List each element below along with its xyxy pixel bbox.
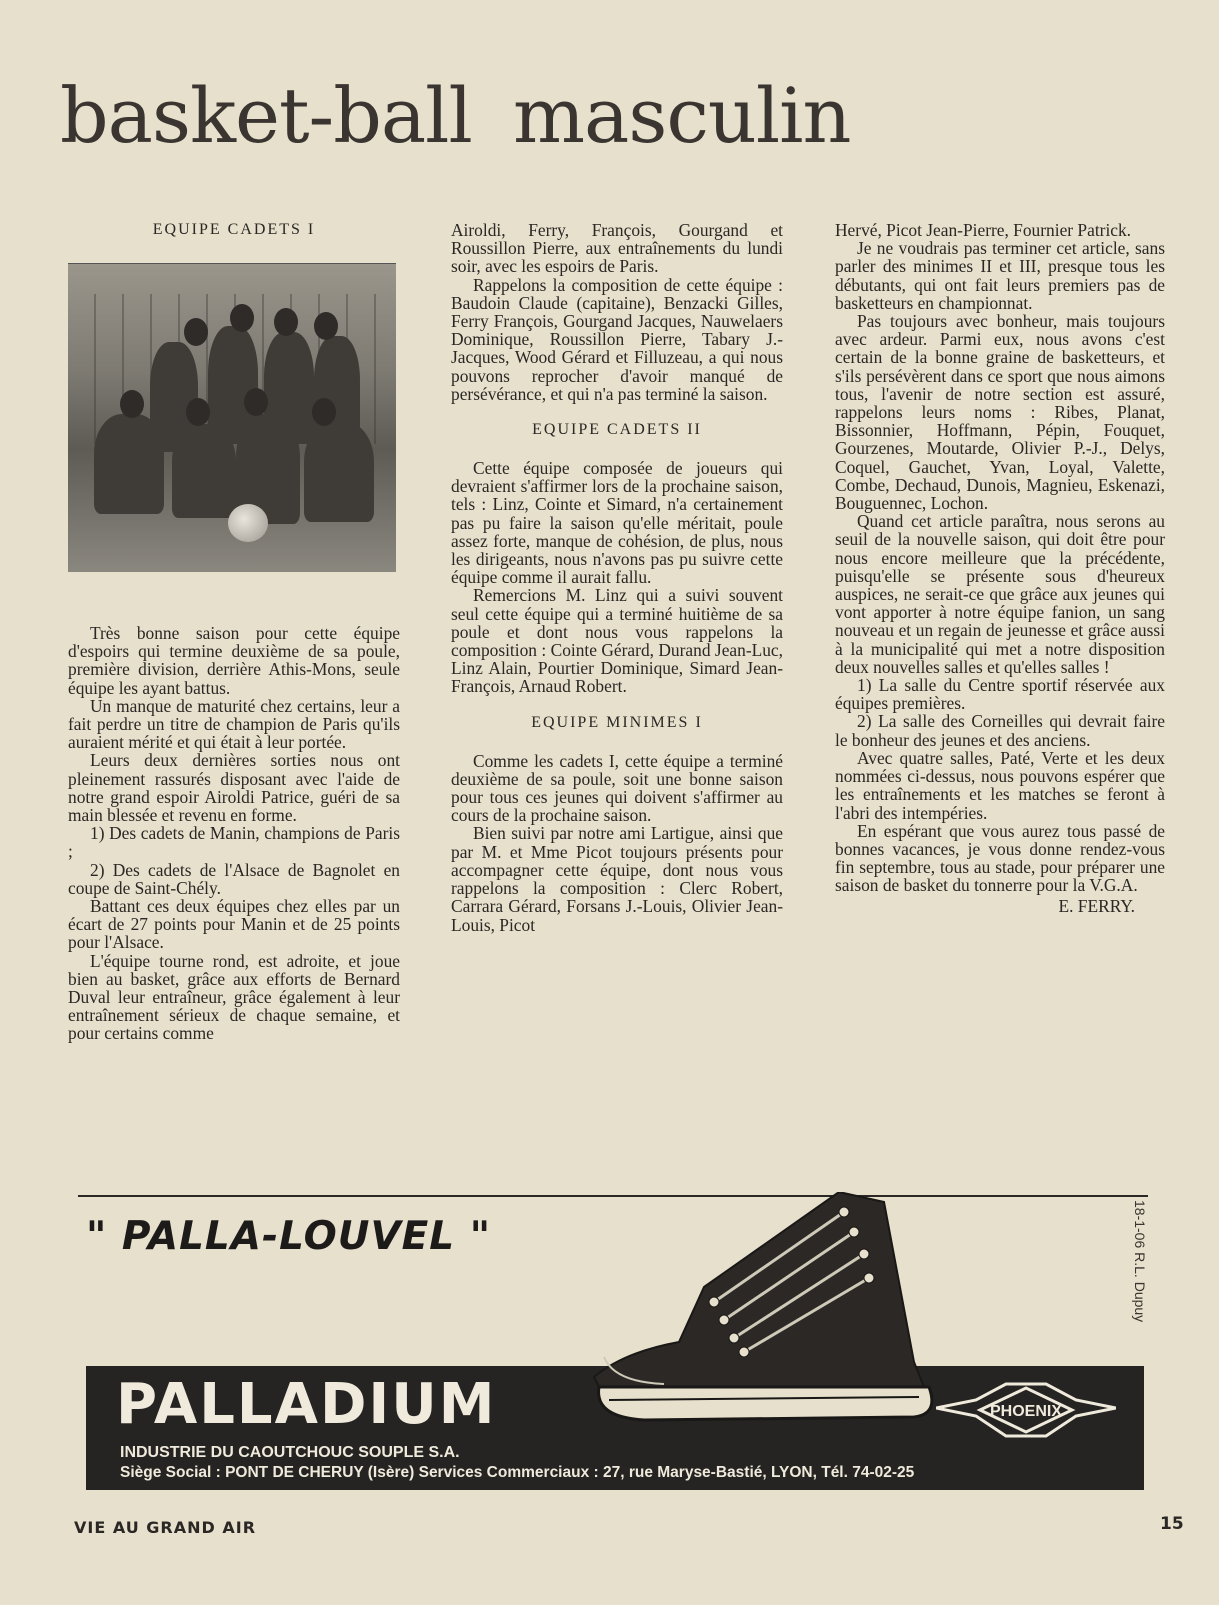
heading-cadets-1: EQUIPE CADETS I bbox=[152, 221, 316, 238]
signature: E. FERRY. bbox=[1058, 895, 1135, 916]
magazine-name: VIE AU GRAND AIR bbox=[74, 1518, 257, 1537]
paragraph: Quand cet article paraîtra, nous serons au seuil de la nouvelle saison, qui doit être pour nous encore meilleure que la précédente, puisqu'elle se présente sous d'heureux auspices, ne serait-ce que grâce aux jeunes qui vont apporter à notre équipe fanion, un sang nouveau et un regain de jeunesse et grâce aussi à la municipalité qui met a notre disposition deux nouvelles salles et qu'elles salles ! bbox=[835, 511, 1165, 677]
paragraph: Hervé, Picot Jean-Pierre, Fournier Patrick. bbox=[835, 220, 1132, 240]
paragraph: Un manque de maturité chez certains, leur a fait perdre un titre de champion de Paris qu'ils auraient mérité et qui était à leur portée. bbox=[68, 695, 400, 753]
paragraph: 2) La salle des Corneilles qui devrait faire le bonheur des jeunes et des anciens. bbox=[835, 711, 1165, 750]
team-photo bbox=[68, 263, 396, 572]
paragraph: 1) Des cadets de Manin, champions de Paris ; bbox=[68, 823, 400, 862]
advertisement bbox=[84, 1200, 1148, 1490]
paragraph: Cette équipe composée de joueurs qui devraient s'affirmer lors de la prochaine saison, tels : Linz, Cointe et Simard, n'a certainement pas pu faire la saison qu'elle méritait, poule assez forte, manque de cohésion, de plus, nous les dirigeants, nous n'avons pas pu suivre cette équipe comme il aurait fallu. bbox=[451, 458, 783, 588]
ad-industry: INDUSTRIE DU CAOUTCHOUC SOUPLE S.A. bbox=[120, 1444, 460, 1461]
ad-brand: " PALLA-LOUVEL " bbox=[86, 1214, 492, 1259]
column-3 bbox=[835, 221, 1165, 915]
column-1 bbox=[68, 221, 400, 1043]
heading-minimes-1: EQUIPE MINIMES I bbox=[531, 713, 703, 731]
paragraph: 1) La salle du Centre sportif réservée aux équipes premières. bbox=[835, 675, 1165, 714]
paragraph: Airoldi, Ferry, François, Gourgand et Roussillon Pierre, aux entraînements du lundi soir, avec les espoirs de Paris. bbox=[451, 220, 783, 277]
paragraph: Très bonne saison pour cette équipe d'espoirs qui termine deuxième de sa poule, première division, derrière Athis-Mons, seule équipe les ayant battus. bbox=[68, 623, 400, 698]
paragraph: Rappelons la composition de cette équipe : Baudoin Claude (capitaine), Benzacki Gilles, Ferry François, Gourgand Jacques, Nauwelaers Dominique, Roussillon Pierre, Tabary J.-Jacques, Wood Gérard et Filluzeau, a qui nous pouvons reprocher d'avoir manqué de persévérance, et qui n'a pas terminé la saison. bbox=[451, 274, 783, 404]
paragraph: Bien suivi par notre ami Lartigue, ainsi que par M. et Mme Picot toujours présents pour accompagner cette équipe, dont nous vous rappelons la composition : Clerc Robert, Carrara Gérard, Forsans J.-Louis, Olivier Jean-Louis, Picot bbox=[451, 823, 783, 935]
column-2 bbox=[451, 221, 783, 934]
ad-credit: 18-1-06 R.L. Dupuy bbox=[1132, 1200, 1148, 1323]
sneaker-icon bbox=[584, 1192, 964, 1437]
ad-address: Siège Social : PONT DE CHERUY (Isère) Services Commerciaux : 27, rue Maryse-Bastié, LYON, Tél. 74-02-25 bbox=[120, 1464, 915, 1481]
paragraph: En espérant que vous aurez tous passé de bonnes vacances, je vous donne rendez-vous fin septembre, tous au stade, pour préparer une saison de basket du tonnerre pour la V.G.A. bbox=[835, 820, 1165, 896]
ad-company: PALLADIUM bbox=[116, 1372, 497, 1437]
paragraph: Je ne voudrais pas terminer cet article, sans parler des minimes II et III, presque tous les débutants, qui ont fait leurs premiers pas de basketteurs en championnat. bbox=[835, 238, 1165, 313]
paragraph: Battant ces deux équipes chez elles par un écart de 27 points pour Manin et de 25 points pour l'Alsace. bbox=[68, 896, 400, 953]
paragraph: Pas toujours avec bonheur, mais toujours avec ardeur. Parmi eux, nous avons c'est certain de la bonne graine de basketteurs, et s'ils persévèrent dans ce sport que nous aimons tous, l'avenir de notre section est assuré, rappelons leurs noms : Ribes, Planat, Bissonnier, Hoffmann, Pépin, Fouquet, Gourzenes, Moutarde, Olivier P.-J., Delys, Coquel, Gauchet, Yvan, Loyal, Valette, Combe, Dechaud, Dunois, Magnieu, Eskenazi, Bouguennec, Lochon. bbox=[835, 311, 1165, 514]
page-title: basket-ball masculin bbox=[60, 71, 851, 160]
paragraph: Remercions M. Linz qui a suivi souvent seul cette équipe qui a terminé huitième de sa poule et dont nous vous rappelons la composition : Cointe Gérard, Durand Jean-Luc, Linz Alain, Pourtier Dominique, Simard Jean-François, Arnaud Robert. bbox=[451, 585, 783, 697]
heading-cadets-2: EQUIPE CADETS II bbox=[532, 421, 702, 439]
paragraph: Avec quatre salles, Paté, Verte et les deux nommées ci-dessus, nous pouvons espérer que les entraînements et les matches se feront à l'abri des intempéries. bbox=[835, 747, 1165, 823]
paragraph: Leurs deux dernières sorties nous ont pleinement rassurés disposant avec l'aide de notre grand espoir Airoldi Patrice, guéri de sa main blessée et revenu en forme. bbox=[68, 750, 400, 826]
emblem-label: PHOENIX bbox=[989, 1403, 1063, 1420]
page-number: 15 bbox=[1160, 1514, 1184, 1534]
paragraph: L'équipe tourne rond, est adroite, et joue bien au basket, grâce aux efforts de Bernard Duval leur entraîneur, grâce également à leur entraînement sérieux de chaque semaine, et pour certains comme bbox=[68, 950, 400, 1044]
paragraph: Comme les cadets I, cette équipe a terminé deuxième de sa poule, soit une bonne saison pour tous ces jeunes qui doivent s'affirmer au cours de la prochaine saison. bbox=[451, 750, 783, 826]
paragraph: 2) Des cadets de l'Alsace de Bagnolet en coupe de Saint-Chély. bbox=[68, 859, 400, 898]
